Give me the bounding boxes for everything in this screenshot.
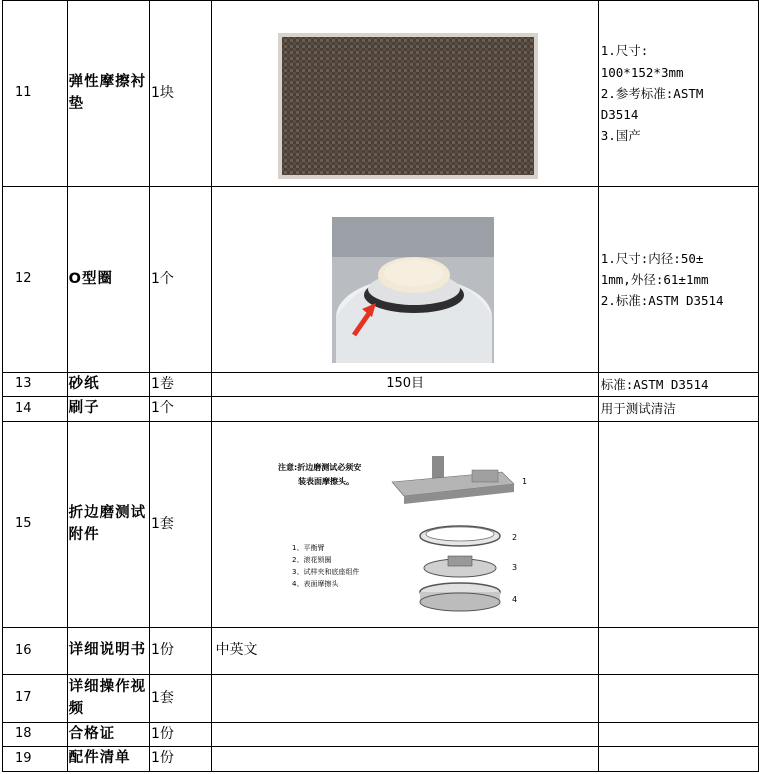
row-number: 19	[3, 747, 68, 772]
legend-item: 1、平衡臂	[292, 544, 325, 552]
item-quantity: 1块	[149, 1, 212, 187]
row-number: 13	[3, 373, 68, 397]
item-quantity: 1份	[149, 628, 212, 675]
item-spec: 用于测试清洁	[598, 397, 758, 422]
item-quantity: 1套	[149, 675, 212, 723]
item-name: 弹性摩擦衬垫	[67, 1, 149, 187]
o-ring-photo	[332, 217, 494, 363]
item-spec	[598, 747, 758, 772]
item-spec	[598, 628, 758, 675]
spec-line: 2.标准:ASTM D3514	[600, 293, 724, 309]
callout-label: 1	[522, 477, 528, 486]
item-name: 配件清单	[67, 747, 149, 772]
item-picture-cell	[212, 187, 598, 373]
callout-label: 3	[512, 563, 518, 572]
accessory-table	[2, 0, 759, 772]
item-picture-cell	[212, 675, 598, 723]
row-number: 15	[3, 422, 68, 628]
table-row	[3, 1, 759, 187]
spec-line: 1mm,外径:61±1mm	[600, 271, 709, 287]
table-row	[3, 747, 759, 772]
table-row	[3, 723, 759, 747]
spec-line: D3514	[600, 107, 639, 123]
spec-line: 1.尺寸:	[600, 43, 649, 59]
row-number: 12	[3, 187, 68, 373]
item-picture-cell	[212, 422, 598, 628]
row-number: 14	[3, 397, 68, 422]
hemming-attachment-diagram	[272, 452, 542, 622]
item-picture-cell	[212, 1, 598, 187]
diagram-note: 注意:折边磨测试必须安	[278, 463, 362, 472]
table-row	[3, 628, 759, 675]
item-picture-cell	[212, 723, 598, 747]
item-name: 折边磨测试附件	[67, 422, 149, 628]
table-row	[3, 422, 759, 628]
table-row	[3, 675, 759, 723]
table-row	[3, 187, 759, 373]
item-quantity: 1卷	[149, 373, 212, 397]
item-spec	[598, 422, 758, 628]
legend-item: 4、表面摩擦头	[292, 580, 339, 588]
legend-item: 2、滚花锁圈	[292, 556, 332, 564]
item-spec	[598, 1, 758, 187]
item-quantity: 1个	[149, 187, 212, 373]
row-number: 17	[3, 675, 68, 723]
row-number: 18	[3, 723, 68, 747]
spec-line: 2.参考标准:ASTM	[600, 85, 704, 101]
item-name: 合格证	[67, 723, 149, 747]
row-number: 16	[3, 628, 68, 675]
item-quantity: 1份	[149, 723, 212, 747]
item-name: 砂纸	[67, 373, 149, 397]
item-name: O型圈	[67, 187, 149, 373]
item-name: 详细操作视频	[67, 675, 149, 723]
item-spec: 标准:ASTM D3514	[598, 373, 758, 397]
item-language: 中英文	[212, 628, 598, 675]
item-quantity: 1套	[149, 422, 212, 628]
item-spec	[598, 675, 758, 723]
legend-item: 3、试样夹和底座组件	[292, 568, 360, 576]
spec-line: 1.尺寸:内径:50±	[600, 250, 704, 266]
callout-label: 4	[512, 595, 518, 604]
diagram-note: 装表面摩擦头。	[298, 477, 355, 486]
friction-pad-photo	[278, 33, 538, 179]
row-number: 11	[3, 1, 68, 187]
item-quantity: 1个	[149, 397, 212, 422]
callout-label: 2	[512, 533, 518, 542]
item-name: 详细说明书	[67, 628, 149, 675]
item-quantity: 1份	[149, 747, 212, 772]
item-picture-cell	[212, 397, 598, 422]
spec-line: 100*152*3mm	[600, 64, 684, 80]
item-picture-cell	[212, 747, 598, 772]
item-grit: 150目	[212, 373, 598, 397]
table-row	[3, 397, 759, 422]
item-spec	[598, 187, 758, 373]
item-name: 刷子	[67, 397, 149, 422]
table-row	[3, 373, 759, 397]
item-spec	[598, 723, 758, 747]
spec-line: 3.国产	[600, 128, 641, 144]
